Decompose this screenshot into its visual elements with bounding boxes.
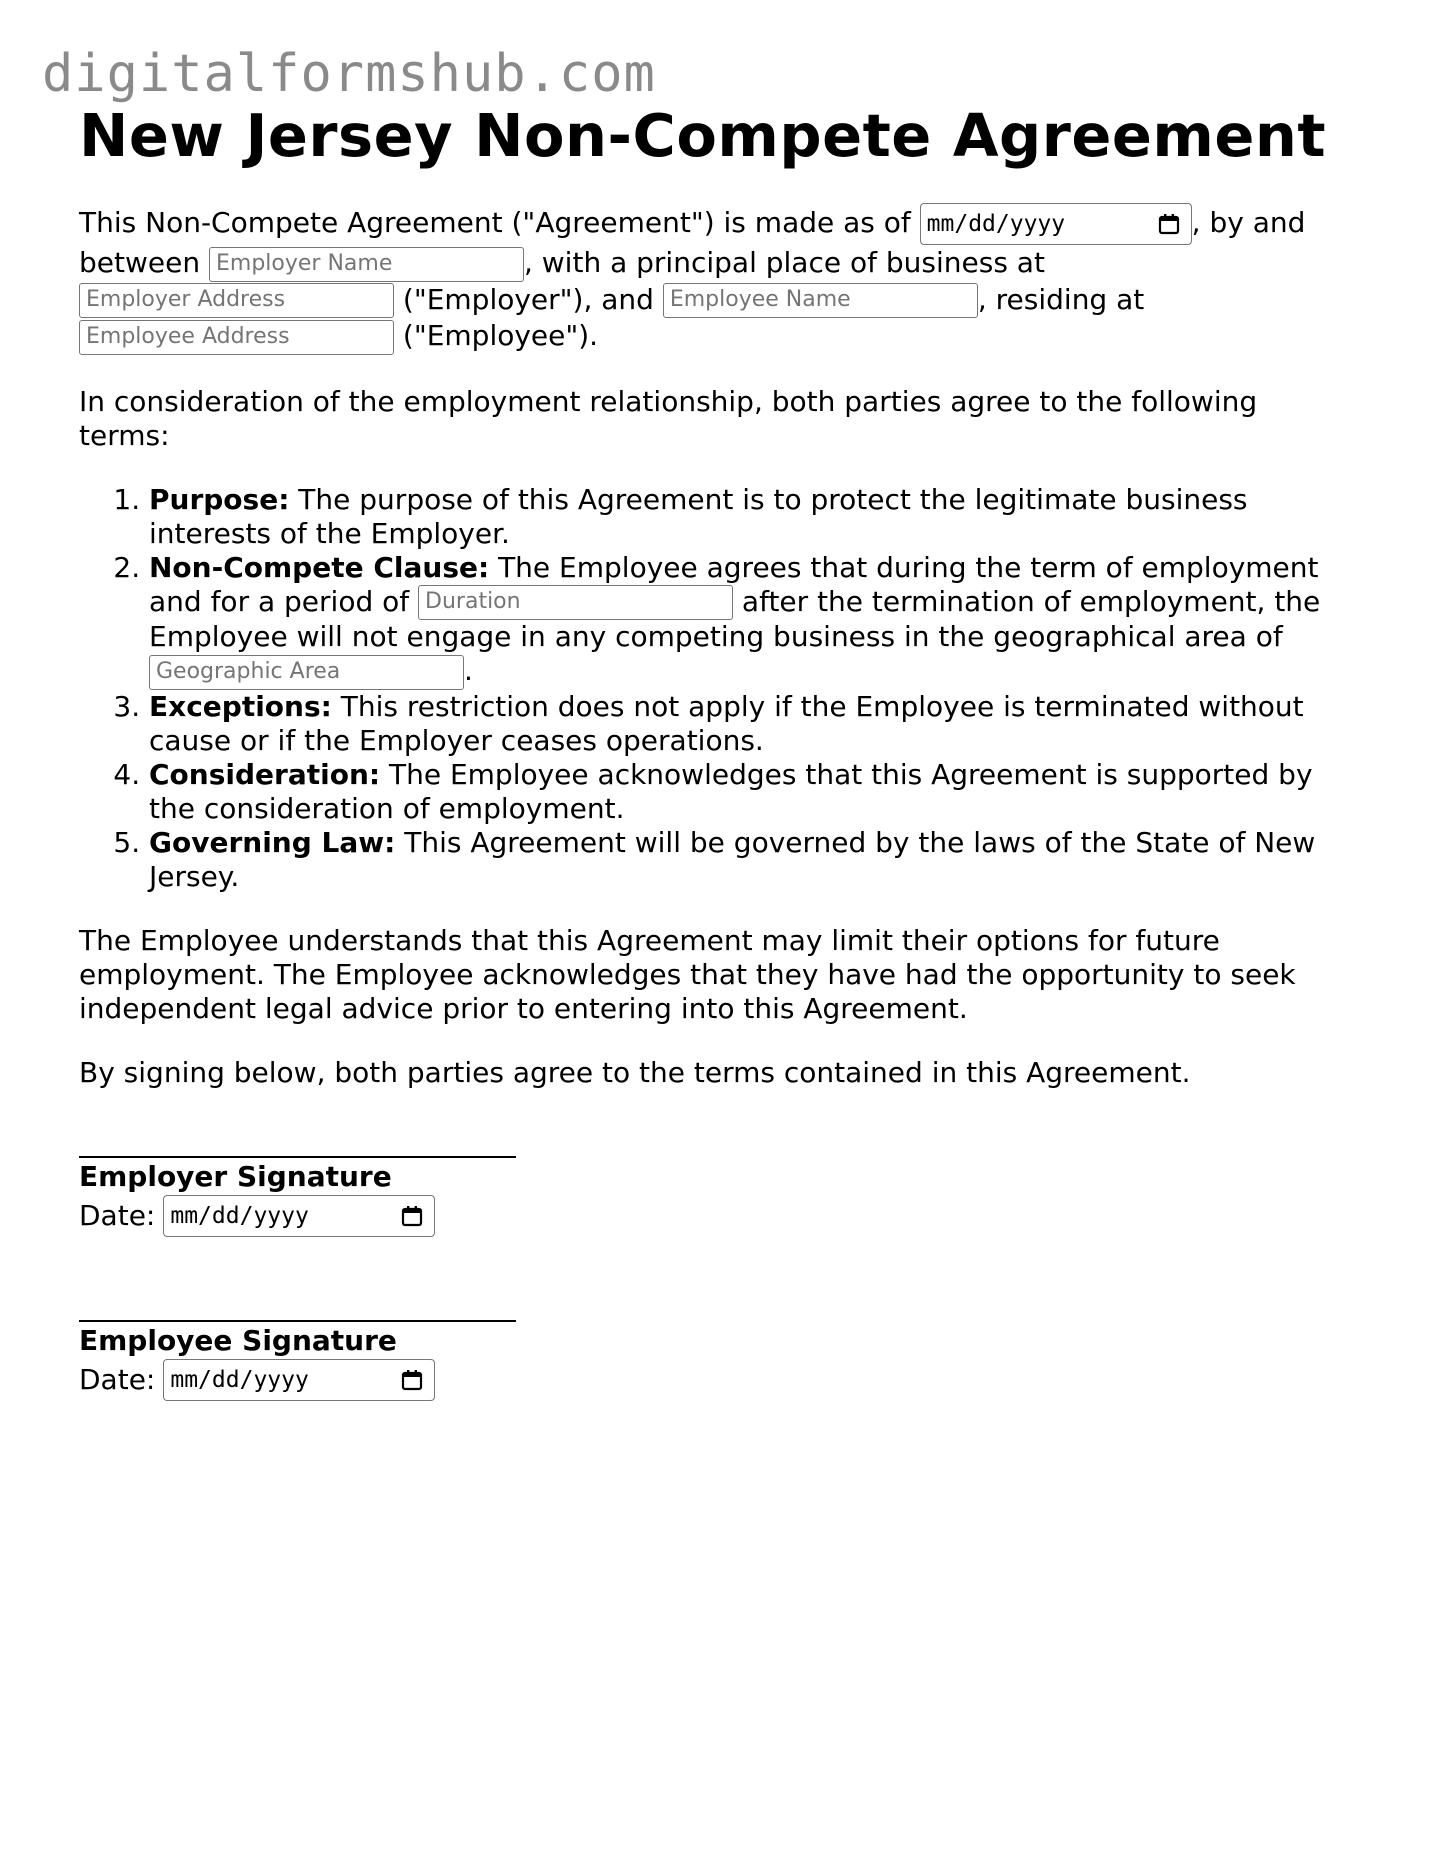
employer-signature-line[interactable] bbox=[79, 1140, 516, 1158]
employee-date-label: Date: bbox=[79, 1362, 156, 1396]
term-item-non-compete bbox=[149, 551, 1354, 690]
employer-date-input[interactable] bbox=[163, 1195, 435, 1237]
intro-text-3: , with a principal place of business at bbox=[523, 246, 1045, 279]
term-text: The Employee acknowledges that this Agreement is supported by the consideration of employment. bbox=[149, 757, 1313, 825]
employer-date-label: Date: bbox=[79, 1198, 156, 1232]
term-label: Purpose: bbox=[149, 482, 290, 516]
watermark: digitalformshub.com bbox=[42, 44, 656, 104]
term-label: Consideration: bbox=[149, 757, 381, 791]
term-item-governing-law bbox=[149, 826, 1354, 894]
employee-date-placeholder: mm/dd/yyyy bbox=[170, 1366, 309, 1393]
term-text: This restriction does not apply if the Employee is terminated without cause or if the Employer ceases operations. bbox=[149, 689, 1304, 757]
consideration-paragraph: In consideration of the employment relationship, both parties agree to the following terms: bbox=[79, 384, 1258, 452]
intro-text-5: , residing at bbox=[977, 282, 1145, 316]
term-item-consideration bbox=[149, 758, 1354, 826]
signing-paragraph: By signing below, both parties agree to the terms contained in this Agreement. bbox=[79, 1055, 1191, 1089]
employer-date-placeholder: mm/dd/yyyy bbox=[170, 1202, 309, 1229]
employer-signature-block bbox=[79, 1140, 1354, 1238]
term-label: Exceptions: bbox=[149, 689, 332, 723]
terms-list bbox=[79, 483, 1354, 894]
agreement-date-placeholder: mm/dd/yyyy bbox=[926, 210, 1066, 237]
term-item-purpose bbox=[149, 483, 1354, 551]
term-label: Non-Compete Clause: bbox=[149, 550, 490, 584]
term-label: Governing Law: bbox=[149, 825, 396, 859]
intro-text-4: ("Employer"), and bbox=[394, 282, 663, 316]
intro-text-1: This Non-Compete Agreement ("Agreement") is made as of bbox=[79, 206, 920, 239]
term-item-exceptions bbox=[149, 690, 1354, 758]
agreement-date-input[interactable] bbox=[920, 203, 1192, 245]
understanding-paragraph: The Employee understands that this Agreement may limit their options for future employment. The Employee acknowledges that they have had the opportunity to seek independent legal advice prior to entering into this Agreement. bbox=[79, 923, 1296, 1025]
intro-paragraph bbox=[79, 203, 1354, 355]
term-text: The purpose of this Agreement is to protect the legitimate business interests of the Employer. bbox=[149, 482, 1248, 550]
employer-name-input[interactable]: Employer Name bbox=[209, 247, 524, 282]
calendar-icon[interactable] bbox=[1157, 212, 1181, 236]
employee-signature-block bbox=[79, 1304, 1354, 1402]
calendar-icon[interactable] bbox=[400, 1368, 424, 1392]
geographic-area-input[interactable]: Geographic Area bbox=[149, 655, 464, 690]
employer-signature-label: Employer Signature bbox=[79, 1159, 392, 1193]
employee-signature-line[interactable] bbox=[79, 1304, 516, 1322]
term-text: This Agreement will be governed by the laws of the State of New Jersey. bbox=[149, 825, 1316, 893]
intro-text-6: ("Employee"). bbox=[394, 319, 599, 352]
calendar-icon[interactable] bbox=[400, 1204, 424, 1228]
duration-input[interactable]: Duration bbox=[418, 585, 733, 620]
term-text: after the termination of employment, the Employee will not engage in any competing business in the geographical area of bbox=[149, 584, 1321, 653]
term-text: The Employee agrees that during the term of employment and for a period of bbox=[149, 550, 1319, 618]
intro-text-2: , by and between bbox=[79, 206, 1306, 279]
page-title: New Jersey Non-Compete Agreement bbox=[79, 101, 1327, 170]
employee-date-input[interactable] bbox=[163, 1359, 435, 1401]
employer-address-input[interactable]: Employer Address bbox=[79, 283, 394, 318]
employee-address-input[interactable]: Employee Address bbox=[79, 320, 394, 355]
employee-signature-label: Employee Signature bbox=[79, 1323, 397, 1357]
agreement-form bbox=[79, 96, 1354, 1402]
employer-date-row bbox=[79, 1194, 1354, 1238]
employee-date-row bbox=[79, 1358, 1354, 1402]
employee-name-input[interactable]: Employee Name bbox=[663, 283, 978, 318]
term-text: . bbox=[464, 654, 473, 687]
